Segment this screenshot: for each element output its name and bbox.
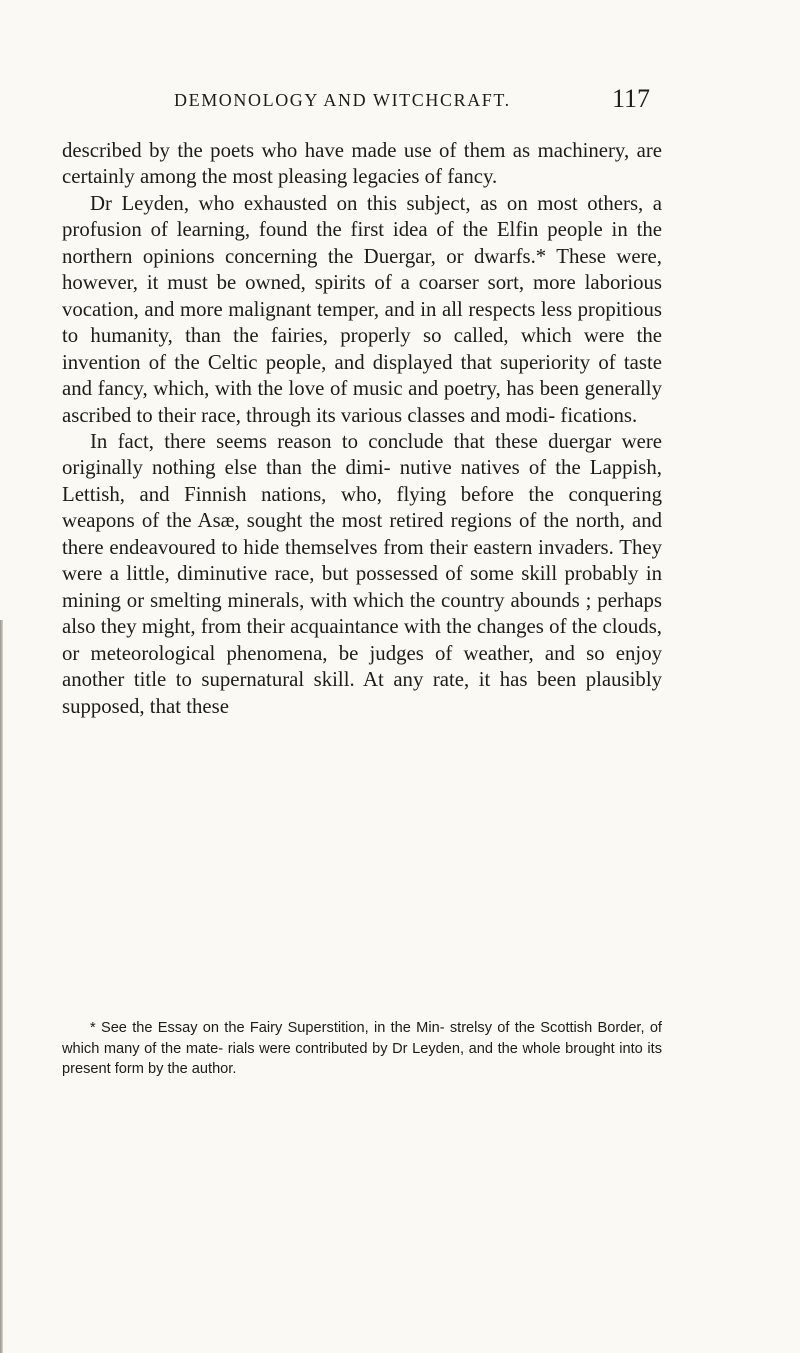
- paragraph-duergar: In fact, there seems reason to conclude that these duergar were originally nothing else than the dimi- nutive natives of the Lappish, Lettish, and Finnish nations, who, flying before the conquering weapons of the Asæ, sought the most retired regions of the north, and there endeavoured to hide themselves from their eastern invaders. They were a little, diminutive race, but possessed of some skill probably in mining or smelting minerals, with which the country abounds ; perhaps also they might, from their acquaintance with the changes of the clouds, or meteorological phenomena, be judges of weather, and so enjoy another title to supernatural skill. At any rate, it has been plausibly supposed, that these: [62, 429, 662, 718]
- paragraph-leyden: Dr Leyden, who exhausted on this subject, as on most others, a profusion of learning, found the first idea of the Elfin people in the northern opinions concerning the Duergar, or dwarfs.* These were, however, it must be owned, spirits of a coarser sort, more laborious vocation, and more malignant temper, and in all respects less propitious to humanity, than the fairies, properly so called, which were the invention of the Celtic people, and displayed that superiority of taste and fancy, which, with the love of music and poetry, has been generally ascribed to their race, through its various classes and modi- fications.: [62, 191, 662, 427]
- running-title: DEMONOLOGY AND WITCHCRAFT.: [174, 90, 511, 110]
- paragraph-continuation: described by the poets who have made use of them as machinery, are certainly among the most pleasing legacies of fancy.: [62, 139, 662, 189]
- page-number: 117: [612, 84, 651, 113]
- footnote: * See the Essay on the Fairy Superstition, in the Min- strelsy of the Scottish Border, of which many of the mate- rials were contributed by Dr Leyden, and the whole brought into its present form by the author.: [62, 1020, 662, 1077]
- binding-edge: [0, 620, 3, 1353]
- body-text: [62, 138, 662, 720]
